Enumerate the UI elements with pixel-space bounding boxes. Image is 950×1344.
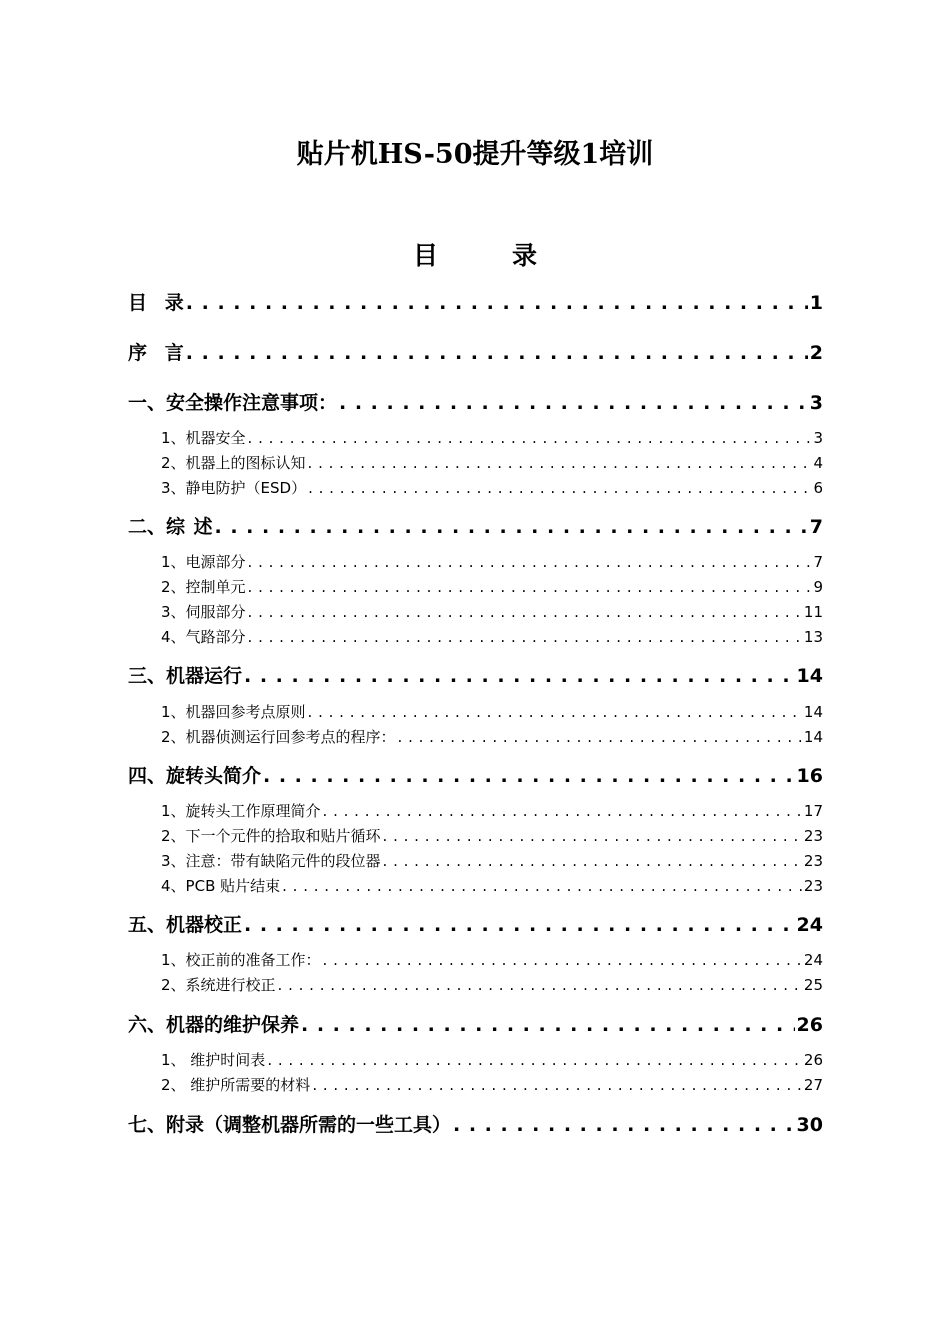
toc-subentry[interactable] <box>128 576 823 597</box>
toc-page-number: 23 <box>803 827 823 845</box>
toc-leader <box>308 454 812 472</box>
toc-page-number: 23 <box>803 852 823 870</box>
toc-entry-label: 2、系统进行校正 <box>161 976 276 994</box>
toc-entry-label: 1、旋转头工作原理简介 <box>161 802 321 820</box>
toc-leader <box>312 1076 802 1094</box>
toc-page-number: 23 <box>803 877 823 895</box>
toc-entry-label: 1、电源部分 <box>161 553 246 571</box>
toc-page-number: 14 <box>803 728 823 746</box>
toc-entry-contents[interactable]: 目 录 . . . 1 <box>128 288 823 315</box>
toc-entry-preface[interactable]: 序 言 . . . 2 <box>128 338 823 365</box>
toc-heading-left: 目 <box>412 241 438 270</box>
toc-leader <box>267 1051 802 1069</box>
toc-subentry[interactable] <box>128 726 823 747</box>
toc-entry-maintenance[interactable] <box>128 1010 823 1037</box>
toc-entry-label: 1、校正前的准备工作： <box>161 951 321 969</box>
toc-page-number: 7 <box>809 516 823 538</box>
toc-entry-label: 1、机器安全 <box>161 429 246 447</box>
toc-leader <box>215 516 808 538</box>
toc-subentry[interactable] <box>128 949 823 970</box>
toc-page-number: 13 <box>803 628 823 646</box>
toc-subentry[interactable] <box>128 1074 823 1095</box>
toc-entry-label: 1、机器回参考点原则 <box>161 703 306 721</box>
toc-page-number: 27 <box>803 1076 823 1094</box>
toc-leader <box>186 342 808 364</box>
toc-heading <box>0 236 950 272</box>
toc-subentry[interactable] <box>128 427 823 448</box>
toc-subentry[interactable] <box>128 875 823 896</box>
toc-page-number: 26 <box>803 1051 823 1069</box>
toc-page-number: 14 <box>796 665 823 687</box>
toc-page-number: 24 <box>796 914 823 936</box>
toc-page-number: 7 <box>813 553 823 571</box>
toc-entry-calibration[interactable] <box>128 910 823 937</box>
toc-entry-label: 3、静电防护（ESD） <box>161 479 307 497</box>
toc-page-number: 6 <box>813 479 823 497</box>
toc-entry-overview[interactable]: 二、综 述 . . . 7 <box>128 512 823 539</box>
toc-entry-label: 2、下一个元件的拾取和贴片循环 <box>161 827 381 845</box>
toc-subentry[interactable] <box>128 452 823 473</box>
toc-page-number: 9 <box>813 578 823 596</box>
toc-entry-machine-operation[interactable] <box>128 661 823 688</box>
toc-leader <box>263 765 795 787</box>
toc-leader <box>453 1114 795 1136</box>
toc-page-number: 25 <box>803 976 823 994</box>
toc-entry-label: 2、 维护所需要的材料 <box>161 1076 311 1094</box>
toc-leader <box>248 578 812 596</box>
toc-page-number: 3 <box>813 429 823 447</box>
toc-entry-label: 3、伺服部分 <box>161 603 246 621</box>
toc-leader <box>383 827 802 845</box>
toc-entry-safety[interactable] <box>128 388 823 415</box>
toc-leader <box>248 628 802 646</box>
toc-entry-label: 五、机器校正 <box>128 914 243 936</box>
toc-leader <box>301 1014 795 1036</box>
toc-leader <box>308 703 802 721</box>
toc-entry-label: 4、PCB 贴片结束 <box>161 877 281 895</box>
toc-entry-label: 一、安全操作注意事项： <box>128 392 338 414</box>
toc-leader <box>248 429 812 447</box>
toc-entry-label: 四、旋转头简介 <box>128 765 262 787</box>
toc-entry-label: 2、控制单元 <box>161 578 246 596</box>
toc-leader <box>278 976 802 994</box>
toc-page-number: 17 <box>803 802 823 820</box>
toc-entry-label: 2、机器上的图标认知 <box>161 454 306 472</box>
toc-leader <box>383 852 802 870</box>
toc-leader <box>339 392 808 414</box>
toc-leader <box>244 914 795 936</box>
toc-entry-appendix[interactable] <box>128 1110 823 1137</box>
toc-subentry[interactable] <box>128 701 823 722</box>
toc-entry-label: 2、机器侦测运行回参考点的程序： <box>161 728 396 746</box>
toc-subentry[interactable] <box>128 477 823 498</box>
toc-subentry[interactable] <box>128 800 823 821</box>
toc-entry-label: 七、附录（调整机器所需的一些工具） <box>128 1114 452 1136</box>
toc-page-number: 24 <box>803 951 823 969</box>
toc-subentry[interactable] <box>128 825 823 846</box>
toc-entry-label: 1、 维护时间表 <box>161 1051 266 1069</box>
toc-leader <box>244 665 795 687</box>
toc-subentry[interactable] <box>128 551 823 572</box>
toc-subentry[interactable] <box>128 1049 823 1070</box>
toc-entry-label: 4、气路部分 <box>161 628 246 646</box>
toc-subentry[interactable] <box>128 974 823 995</box>
toc-entry-label: 3、注意：带有缺陷元件的段位器 <box>161 852 381 870</box>
toc-subentry[interactable] <box>128 601 823 622</box>
toc-page-number: 11 <box>803 603 823 621</box>
toc-entry-rotary-head[interactable] <box>128 761 823 788</box>
toc-leader <box>186 292 808 314</box>
toc-page-number: 26 <box>796 1014 823 1036</box>
toc-leader <box>248 553 812 571</box>
toc-page-number: 16 <box>796 765 823 787</box>
toc-entry-label: 三、机器运行 <box>128 665 243 687</box>
toc-leader <box>398 728 802 746</box>
toc-page-number: 4 <box>813 454 823 472</box>
toc-page-number: 2 <box>809 342 823 364</box>
toc-subentry[interactable] <box>128 626 823 647</box>
toc-page-number: 14 <box>803 703 823 721</box>
toc-page-number: 1 <box>809 292 823 314</box>
toc-leader <box>308 479 811 497</box>
toc-page-number: 30 <box>796 1114 823 1136</box>
toc-leader <box>248 603 802 621</box>
toc-heading-right: 录 <box>512 241 538 270</box>
toc-entry-label: 六、机器的维护保养 <box>128 1014 300 1036</box>
toc-leader <box>282 877 802 895</box>
toc-subentry[interactable] <box>128 850 823 871</box>
document-title: 贴片机HS-50提升等级1培训 <box>296 139 654 170</box>
toc-leader <box>323 951 802 969</box>
toc-leader <box>323 802 802 820</box>
toc-page-number: 3 <box>809 392 823 414</box>
